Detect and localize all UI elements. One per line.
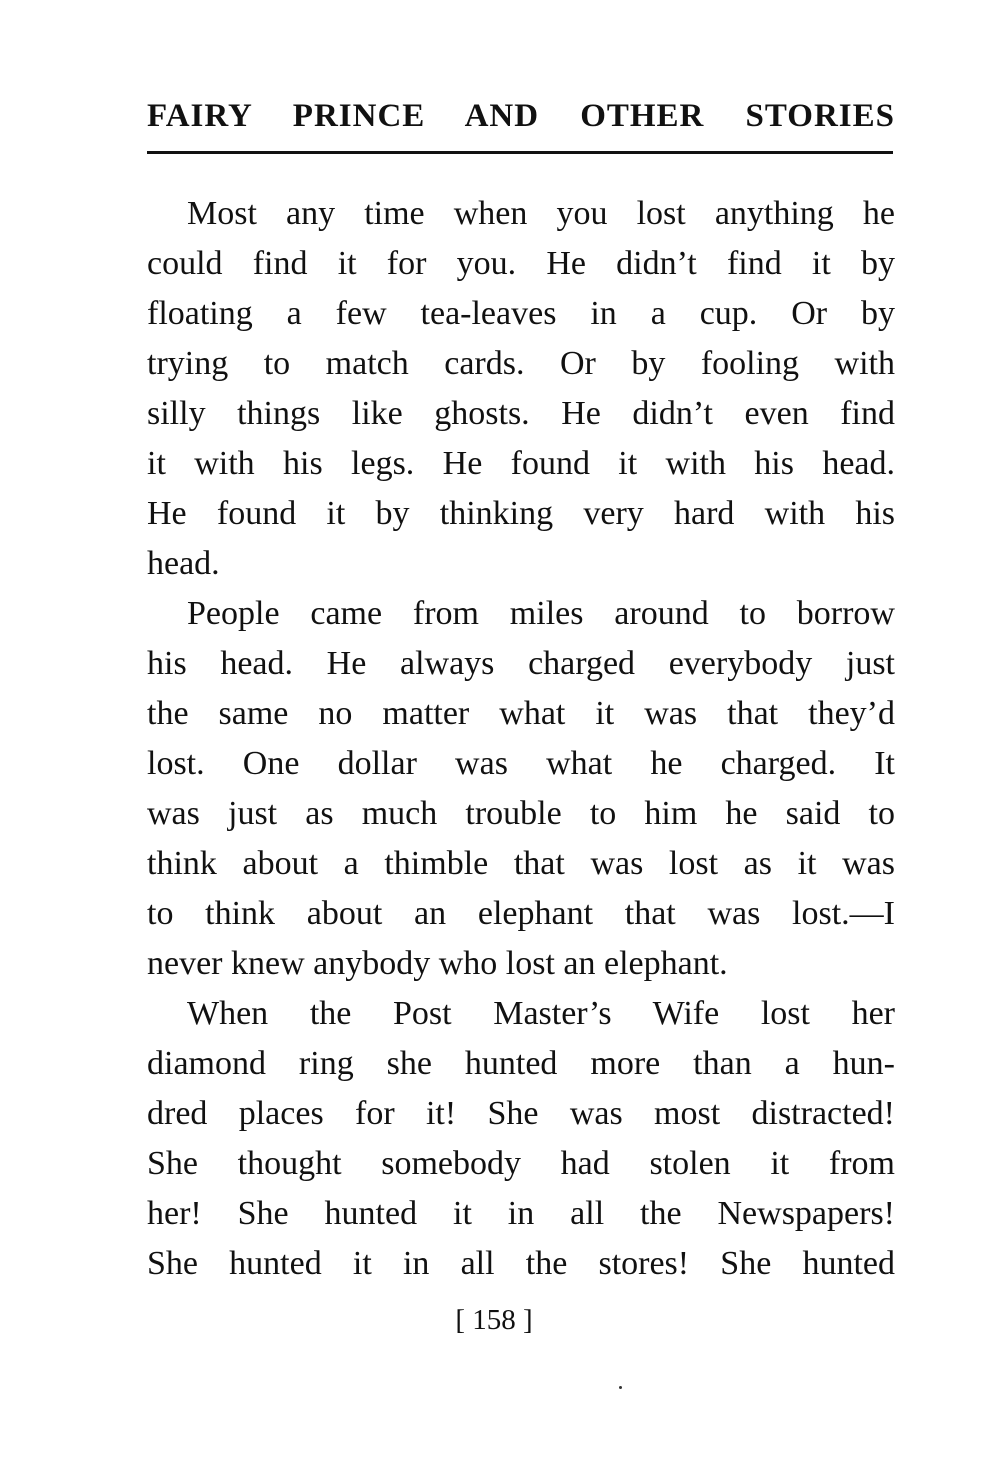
text-line: was just as much trouble to him he said to [147, 795, 895, 832]
print-speck [619, 1386, 622, 1389]
paragraph-3 [147, 989, 895, 1289]
text-line: She thought somebody had stolen it from [147, 1145, 895, 1182]
text-line: floating a few tea-leaves in a cup. Or by [147, 295, 895, 332]
text-line: Most any time when you lost anything he [187, 195, 895, 232]
text-line: trying to match cards. Or by fooling with [147, 345, 895, 382]
text-line: She hunted it in all the stores! She hunted [147, 1245, 895, 1282]
text-line: never knew anybody who lost an elephant. [147, 945, 728, 982]
text-line: When the Post Master’s Wife lost her [187, 995, 895, 1032]
text-line: silly things like ghosts. He didn’t even find [147, 395, 895, 432]
text-line: to think about an elephant that was lost.—I [147, 895, 895, 932]
running-head: FAIRY PRINCE AND OTHER STORIES [147, 98, 895, 134]
text-line: it with his legs. He found it with his head. [147, 445, 895, 482]
text-line: lost. One dollar was what he charged. It [147, 745, 895, 782]
paragraph-2 [147, 589, 895, 989]
text-line: People came from miles around to borrow [187, 595, 895, 632]
text-line: He found it by thinking very hard with his [147, 495, 895, 532]
text-line: his head. He always charged everybody just [147, 645, 895, 682]
text-line: the same no matter what it was that they’d [147, 695, 895, 732]
text-line: think about a thimble that was lost as it was [147, 845, 895, 882]
text-line: dred places for it! She was most distracted! [147, 1095, 895, 1132]
text-line: head. [147, 545, 220, 582]
head-rule [147, 151, 893, 154]
page-number: [ 158 ] [455, 1304, 533, 1336]
paragraph-1 [147, 189, 895, 589]
text-line: could find it for you. He didn’t find it by [147, 245, 895, 282]
text-line: her! She hunted it in all the Newspapers! [147, 1195, 895, 1232]
body-text [147, 189, 895, 1289]
text-line: diamond ring she hunted more than a hun- [147, 1045, 895, 1082]
